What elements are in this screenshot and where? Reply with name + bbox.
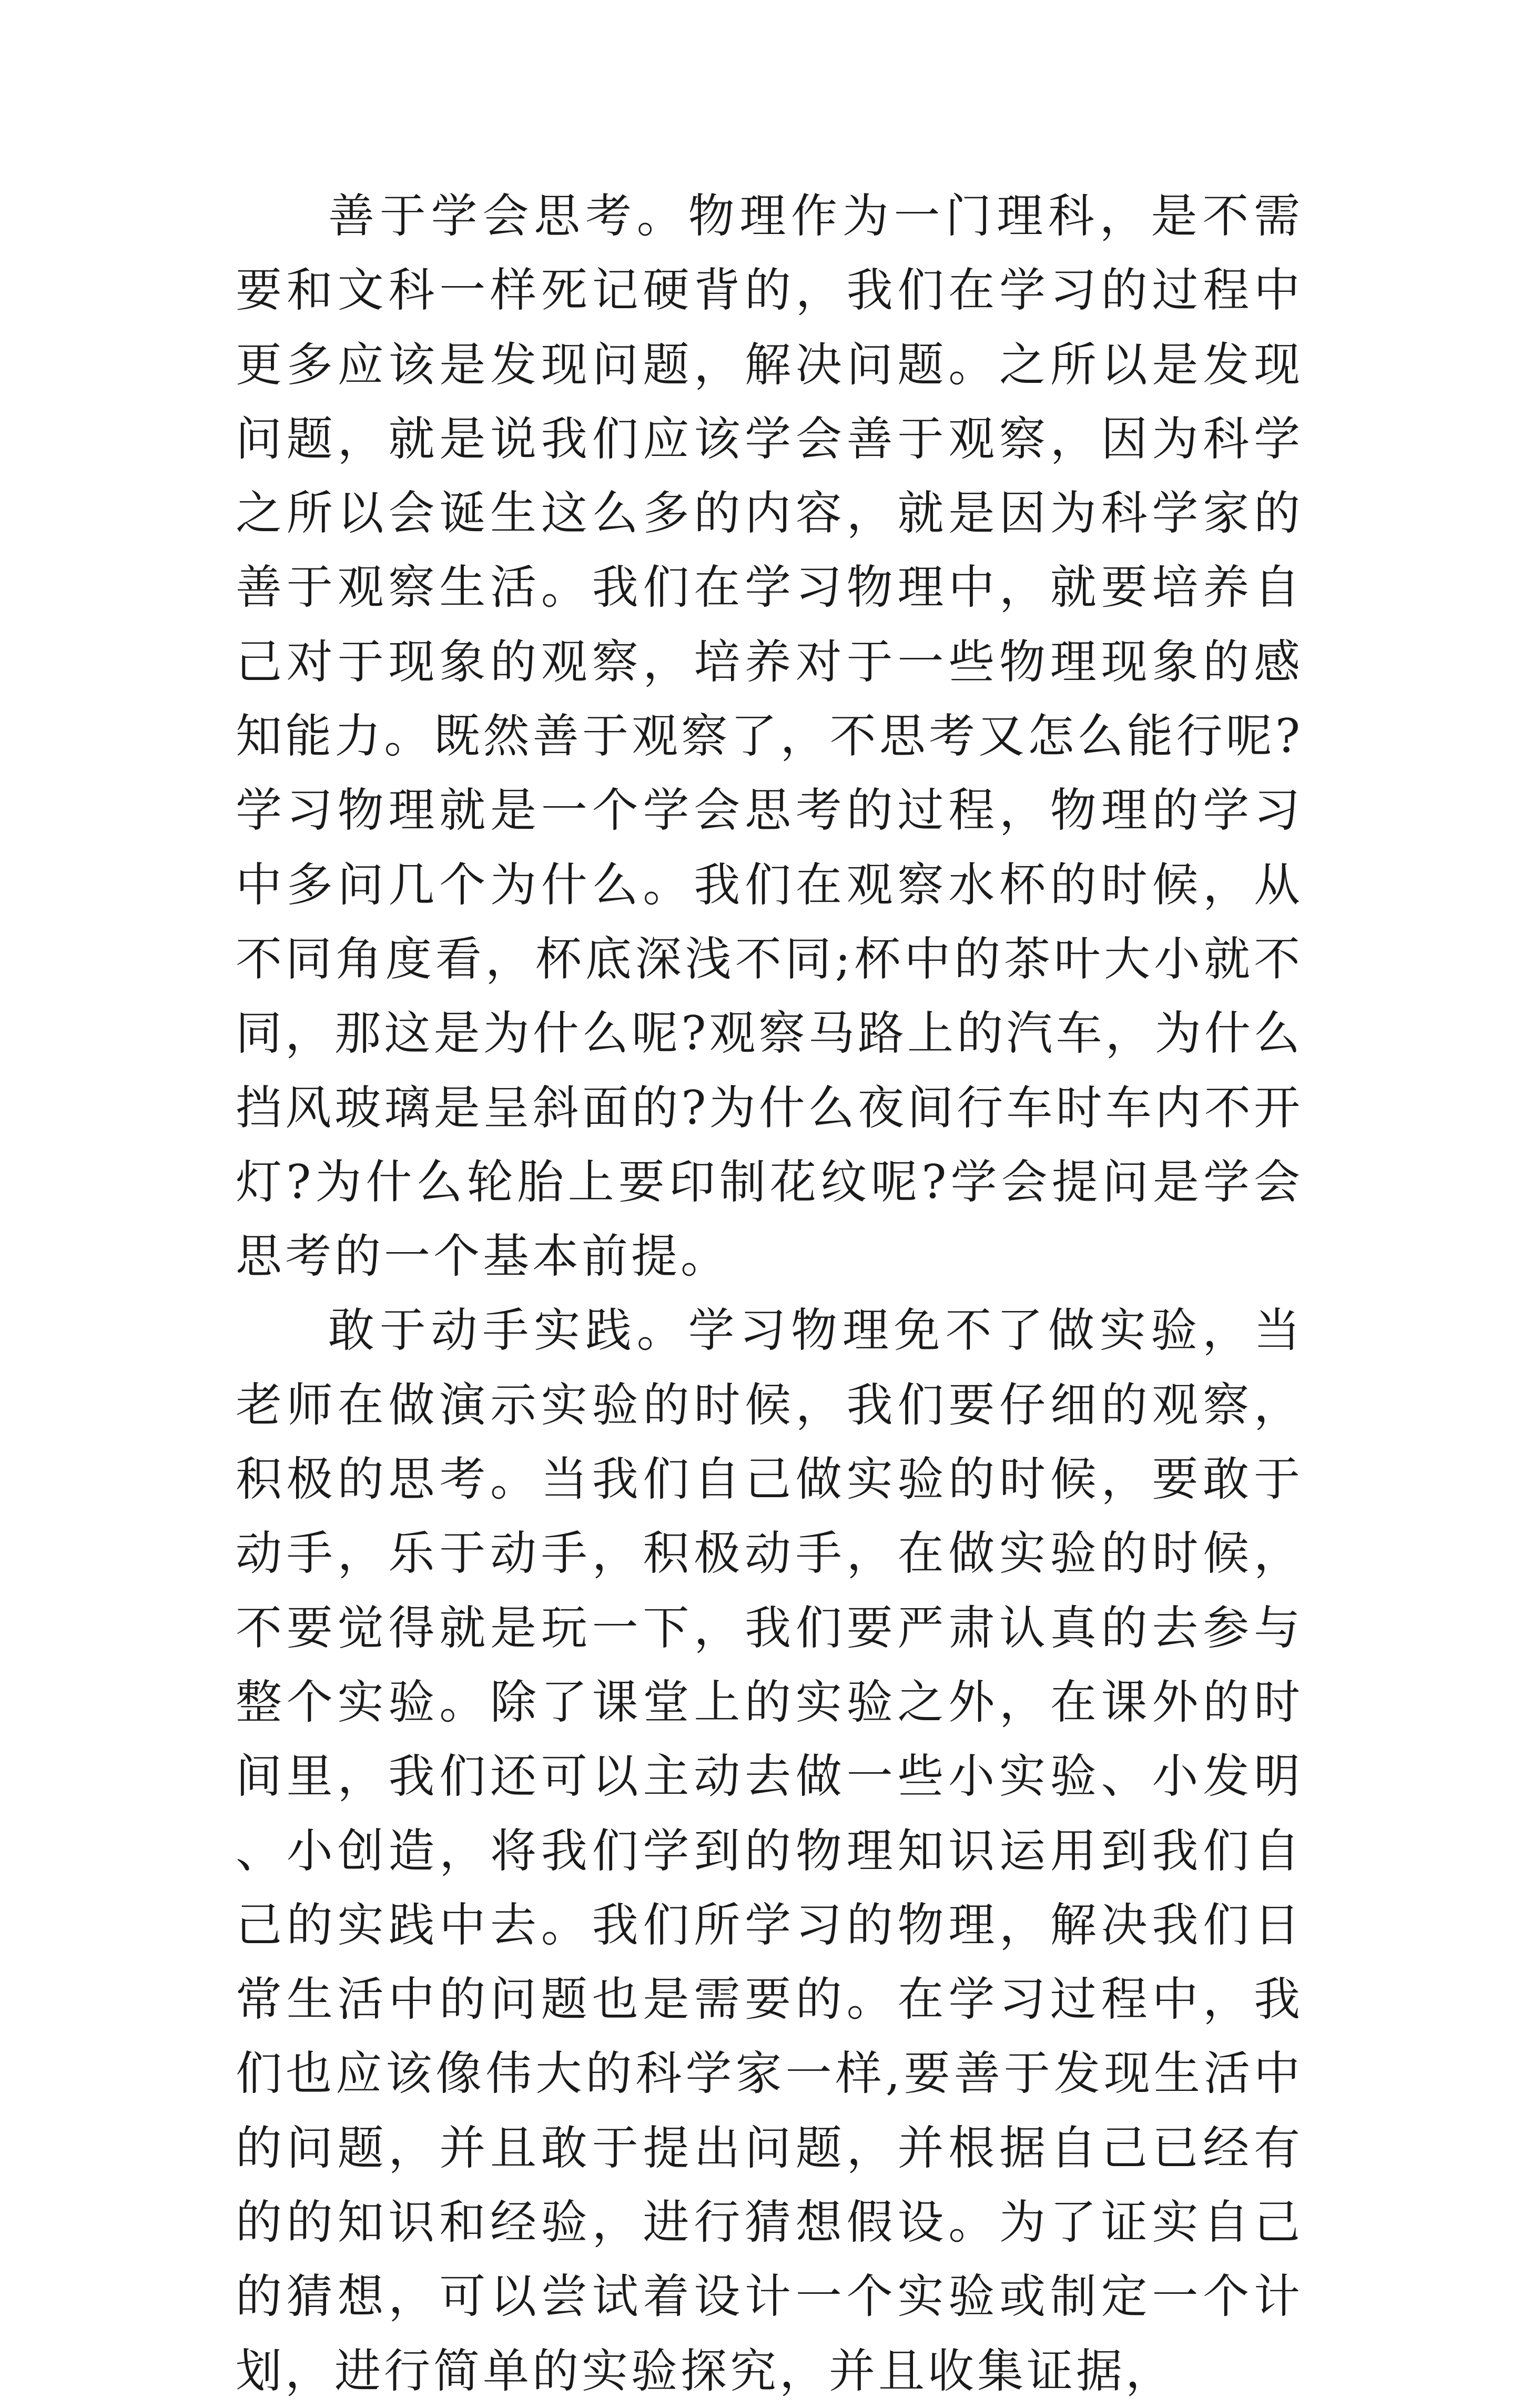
- document-body: [236, 179, 1303, 2408]
- paragraph-thinking: 善于学会思考。物理作为一门理科，是不需要和文科一样死记硬背的，我们在学习的过程中更多应该是发现问题，解决问题。之所以是发现问题，就是说我们应该学会善于观察，因为科学之所以会诞生这么多的内容，就是因为科学家的善于观察生活。我们在学习物理中，就要培养自己对于现象的观察，培养对于一些物理现象的感知能力。既然善于观察了，不思考又怎么能行呢?学习物理就是一个学会思考的过程，物理的学习中多问几个为什么。我们在观察水杯的时候，从不同角度看，杯底深浅不同;杯中的茶叶大小就不同，那这是为什么呢?观察马路上的汽车，为什么挡风玻璃是呈斜面的?为什么夜间行车时车内不开灯?为什么轮胎上要印制花纹呢?学会提问是学会思考的一个基本前提。: [236, 189, 1303, 1284]
- paragraph-practice: 敢于动手实践。学习物理免不了做实验，当老师在做演示实验的时候，我们要仔细的观察，积极的思考。当我们自己做实验的时候，要敢于动手，乐于动手，积极动手，在做实验的时候，不要觉得就是玩一下，我们要严肃认真的去参与整个实验。除了课堂上的实验之外，在课外的时间里，我们还可以主动去做一些小实验、小发明、小创造，将我们学到的物理知识运用到我们自己的实践中去。我们所学习的物理，解决我们日常生活中的问题也是需要的。在学习过程中，我们也应该像伟大的科学家一样,要善于发现生活中的问题，并且敢于提出问题，并根据自己已经有的的知识和经验，进行猜想假设。为了证实自己的猜想，可以尝试着设计一个实验或制定一个计划，进行简单的实验探究，并且收集证据，: [236, 1303, 1303, 2398]
